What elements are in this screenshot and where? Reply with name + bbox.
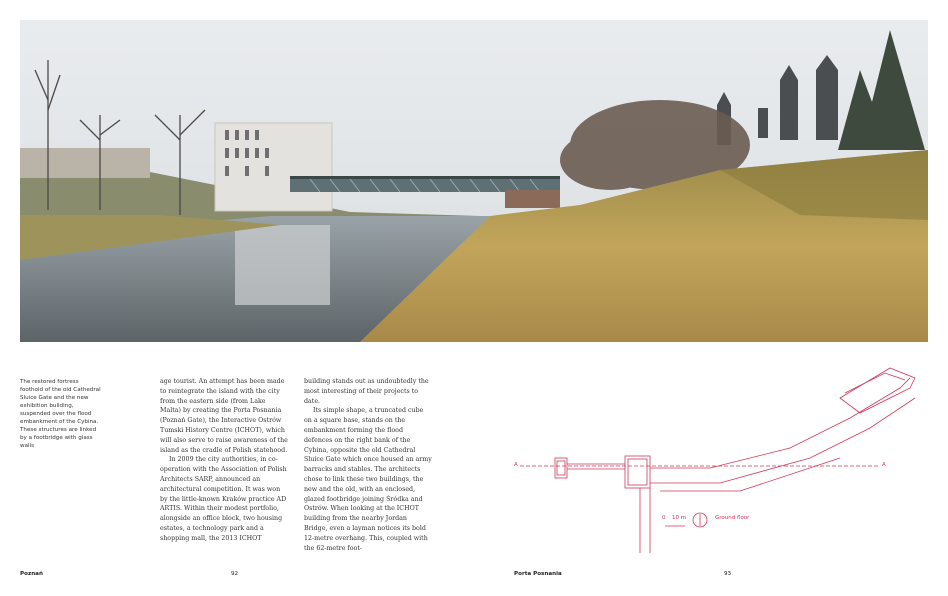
paragraph: In 2009 the city authorities, in co-operation with the Association of Polish Architects SARP, announced an architectural competition. It was won by the little-known Kraków practice AD ARTIS. Within their modest portfolio, alongside an office block, two housing estates, a technology park and a shopping mall, the 2013 ICHOT [160,456,287,542]
text-column-1 [160,377,288,544]
running-head-right: Porta Posnania [514,571,562,577]
section-mark-left: A [514,462,518,468]
river-photograph [20,20,928,342]
section-mark-right: A [882,462,886,468]
paragraph: building stands out as undoubtedly the most interesting of their projects to date. [304,378,429,405]
scale-ten: 10 m [672,515,687,521]
scale-zero: 0 [662,515,666,521]
paragraph: age tourist. An attempt has been made to reintegrate the island with the city from the eastern side (from Lake Malta) by creating the Porta Posnania (Poznań Gate), the Interactive Ostrów Tumski History Centre (ICHOT), which will also serve to raise awareness of the island as the cradle of Polish statehood. [160,378,288,454]
floor-label: Ground floor [715,515,750,521]
text-column-2 [304,377,432,553]
ground-floor-plan [510,358,922,558]
page-number-right: 93 [724,571,732,577]
paragraph: Its simple shape, a truncated cube on a square base, stands on the embankment forming the flood defences on the right bank of the Cybina, opposite the old Cathedral Sluice Gate which once housed an army barracks and stables. The architects chose to link these two buildings, the new and the old, with an enclosed, glazed footbridge joining Śródka and Ostrów. When looking at the ICHOT building from the nearby Jordan Bridge, even a layman notices its bold 12-metre overhang. This, coupled with the 62-metre foot- [304,407,432,552]
running-head-left: Poznań [20,571,43,577]
photo-caption: The restored fortress foothold of the old Cathedral Sluice Gate and the new exhibition building, suspended over the flood embankment of the Cybina. These structures are linked by a footbridge with glass walls [20,379,101,449]
page-number-left: 92 [231,571,239,577]
